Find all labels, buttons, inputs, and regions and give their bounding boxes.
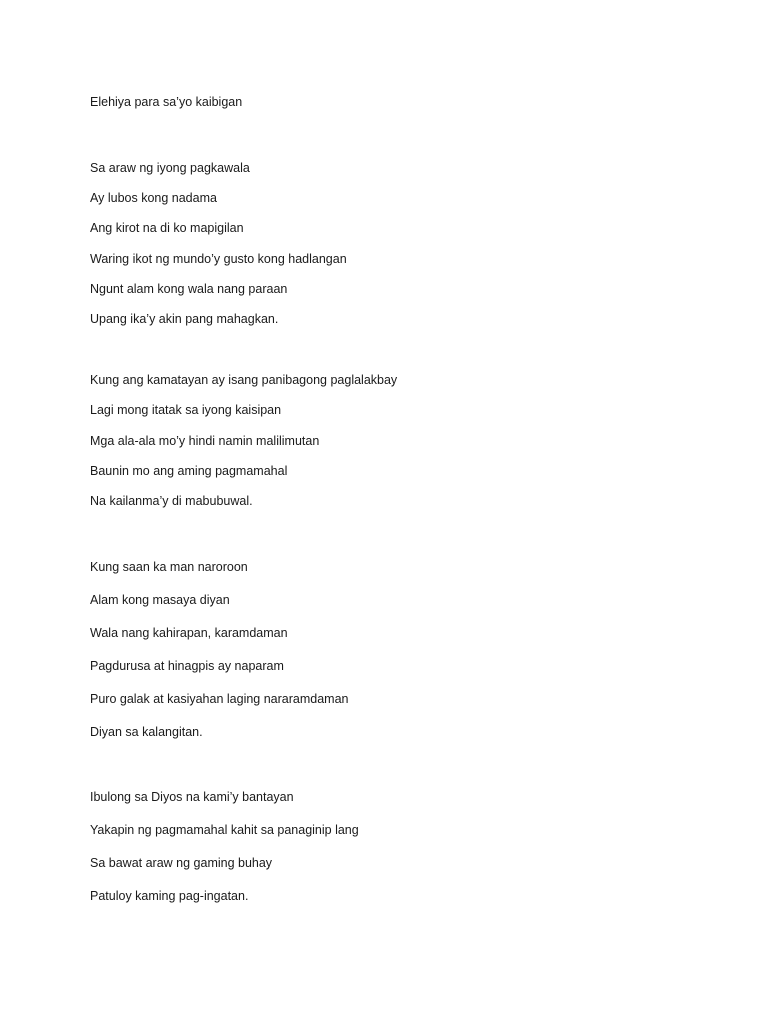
poem-line: Sa bawat araw ng gaming buhay (90, 856, 273, 870)
poem-title: Elehiya para sa’yo kaibigan (90, 95, 243, 109)
poem-line: Patuloy kaming pag-ingatan. (90, 889, 249, 903)
poem-line: Ay lubos kong nadama (90, 191, 217, 206)
poem-line: Alam kong masaya diyan (90, 593, 230, 607)
poem-line: Upang ika’y akin pang mahagkan. (90, 311, 279, 326)
poem-line: Kung saan ka man naroroon (90, 560, 248, 574)
poem-line: Yakapin ng pagmamahal kahit sa panaginip lang (90, 823, 359, 837)
poem-line: Baunin mo ang aming pagmamahal (90, 463, 288, 478)
poem-line: Ngunt alam kong wala nang paraan (90, 281, 288, 296)
stanza-4 (90, 789, 359, 921)
stanza-1 (90, 160, 347, 341)
poem-line: Wala nang kahirapan, karamdaman (90, 626, 288, 640)
poem-line: Waring ikot ng mundo’y gusto kong hadlangan (90, 251, 347, 266)
poem-line: Ang kirot na di ko mapigilan (90, 221, 244, 236)
poem-line: Puro galak at kasiyahan laging nararamdaman (90, 692, 349, 706)
stanza-2 (90, 372, 397, 523)
poem-line: Na kailanma’y di mabubuwal. (90, 494, 253, 508)
poem-line: Sa araw ng iyong pagkawala (90, 161, 250, 175)
poem-line: Mga ala-ala mo’y hindi namin malilimutan (90, 433, 320, 448)
stanza-3 (90, 559, 349, 757)
poem-line: Diyan sa kalangitan. (90, 725, 203, 739)
poem-line: Pagdurusa at hinagpis ay naparam (90, 659, 284, 673)
poem-line: Lagi mong itatak sa iyong kaisipan (90, 403, 282, 418)
poem-line: Ibulong sa Diyos na kami’y bantayan (90, 790, 294, 804)
poem-line: Kung ang kamatayan ay isang panibagong paglalakbay (90, 373, 398, 387)
